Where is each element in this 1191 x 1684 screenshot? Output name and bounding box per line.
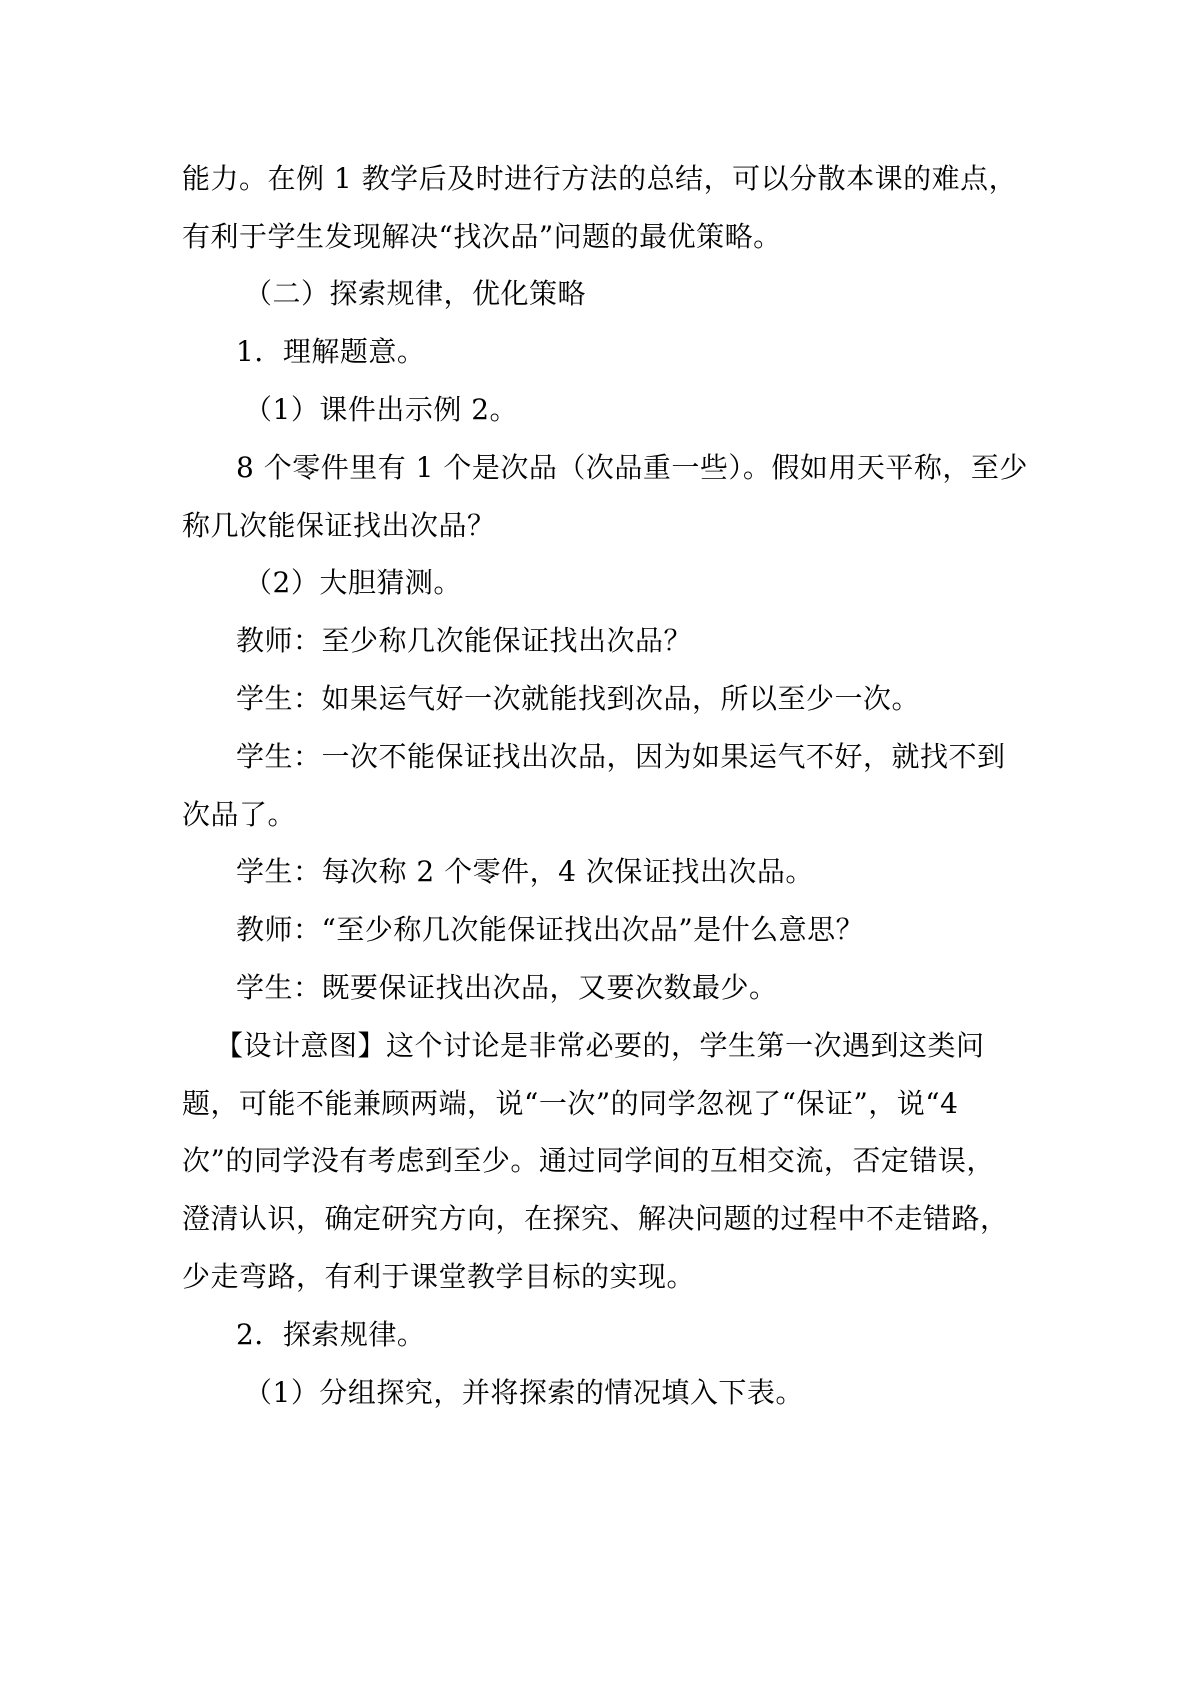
paragraph-line: 8 个零件里有 1 个是次品（次品重一些）。假如用天平称，至少 (236, 451, 1028, 484)
paragraph-line: 有利于学生发现解决“找次品”问题的最优策略。 (182, 220, 782, 253)
paragraph-line: 题，可能不能兼顾两端，说“一次”的同学忽视了“保证”，说“4 (182, 1087, 959, 1120)
section-heading: （二）探索规律，优化策略 (244, 277, 587, 310)
subsection-heading: 2．探索规律。 (236, 1318, 426, 1351)
dialogue-line: 教师：至少称几次能保证找出次品？ (236, 624, 693, 657)
paragraph-line: （2）大胆猜测。 (244, 566, 462, 599)
dialogue-line: 学生：一次不能保证找出次品，因为如果运气不好，就找不到 (236, 740, 1006, 773)
subsection-heading: 1．理解题意。 (236, 335, 426, 368)
paragraph-line: 少走弯路，有利于课堂教学目标的实现。 (182, 1260, 696, 1293)
dialogue-line: 学生：每次称 2 个零件，4 次保证找出次品。 (236, 855, 814, 888)
paragraph-line: （1）分组探究，并将探索的情况填入下表。 (244, 1376, 804, 1409)
dialogue-line: 次品了。 (182, 798, 297, 831)
dialogue-line: 教师：“至少称几次能保证找出次品”是什么意思？ (236, 913, 865, 946)
paragraph-line: （1）课件出示例 2。 (244, 393, 519, 426)
design-intent-line: 【设计意图】这个讨论是非常必要的，学生第一次遇到这类问 (215, 1029, 985, 1062)
dialogue-line: 学生：既要保证找出次品，又要次数最少。 (236, 971, 778, 1004)
dialogue-line: 学生：如果运气好一次就能找到次品，所以至少一次。 (236, 682, 921, 715)
paragraph-line: 能力。在例 1 教学后及时进行方法的总结，可以分散本课的难点， (182, 162, 1018, 195)
paragraph-line: 称几次能保证找出次品？ (182, 509, 496, 542)
paragraph-line: 澄清认识，确定研究方向，在探究、解决问题的过程中不走错路， (182, 1202, 1009, 1235)
paragraph-line: 次”的同学没有考虑到至少。通过同学间的互相交流，否定错误， (182, 1144, 995, 1177)
